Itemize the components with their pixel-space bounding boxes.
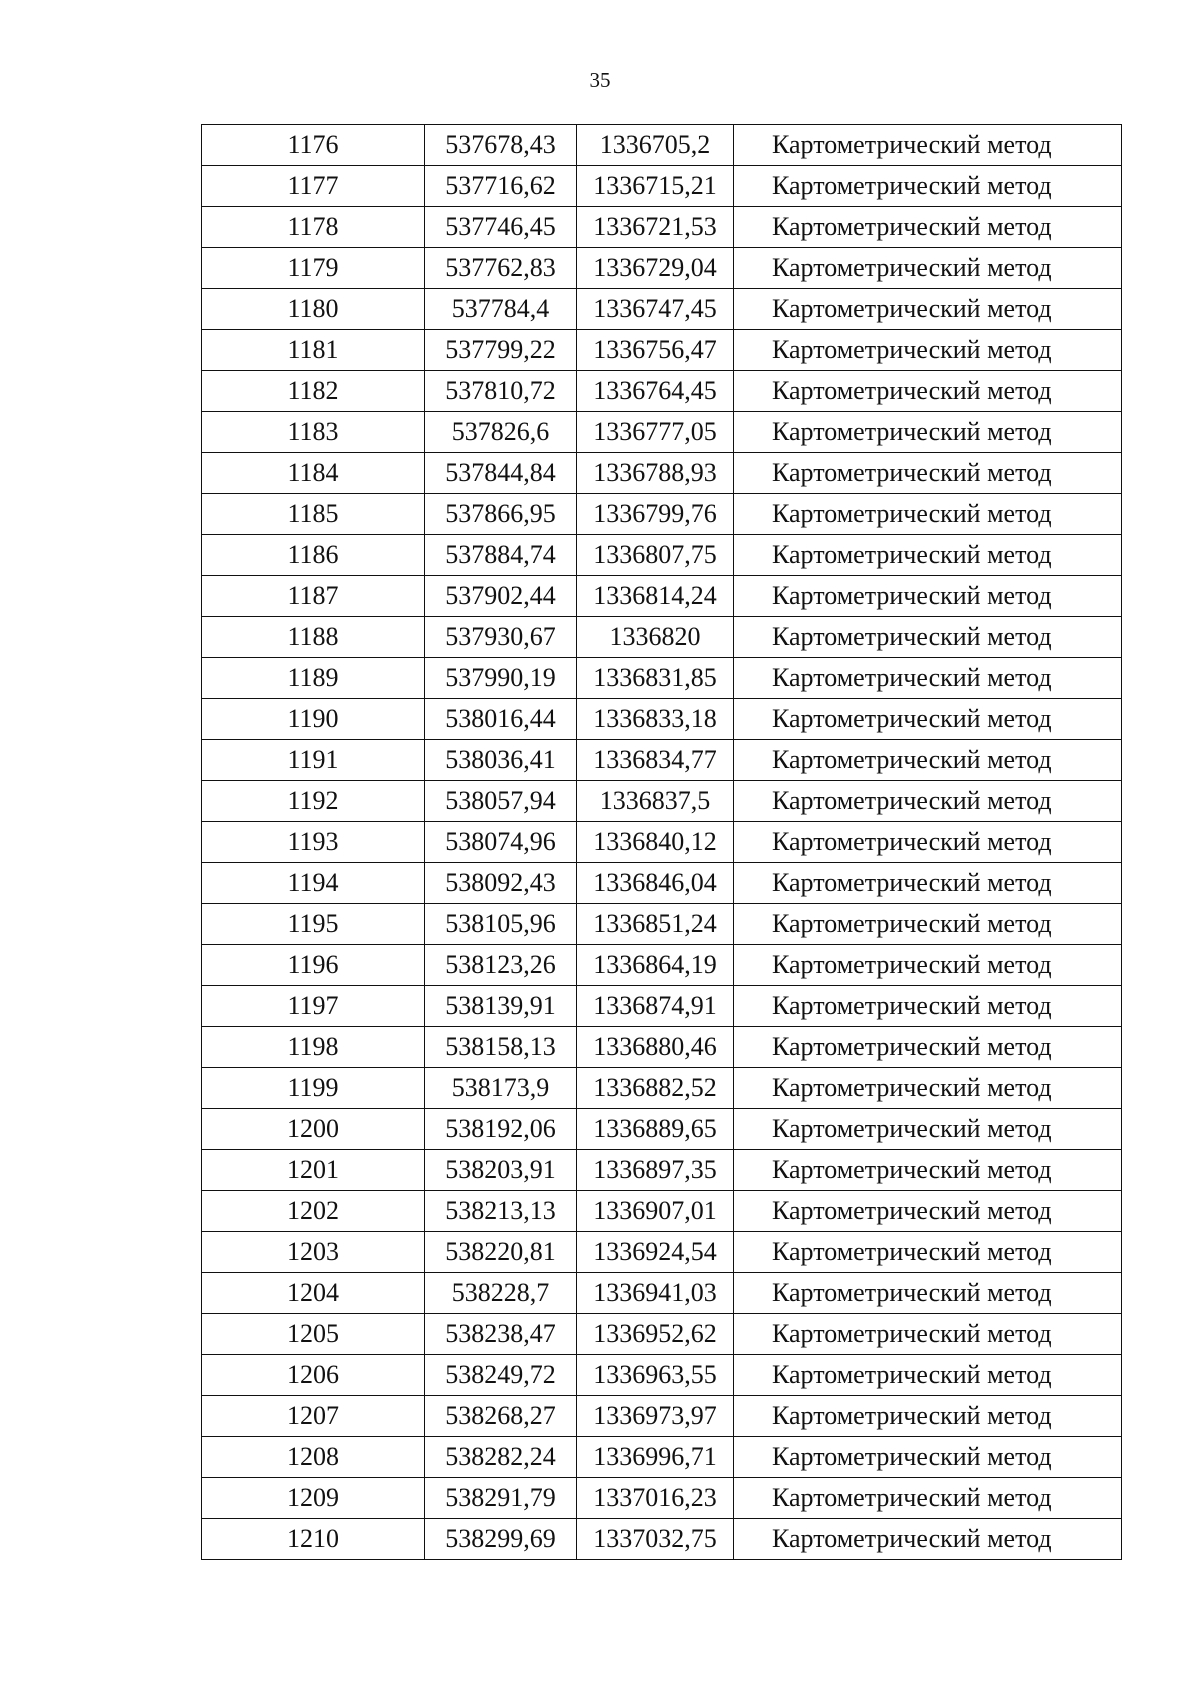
point-number-cell: 1194 bbox=[202, 863, 425, 904]
x-coordinate-cell: 538203,91 bbox=[425, 1150, 577, 1191]
y-coordinate-cell: 1337032,75 bbox=[577, 1519, 734, 1560]
point-number-cell: 1201 bbox=[202, 1150, 425, 1191]
table-row bbox=[202, 1519, 1122, 1560]
point-number-cell: 1176 bbox=[202, 125, 425, 166]
y-coordinate-cell: 1336715,21 bbox=[577, 166, 734, 207]
method-cell: Картометрический метод bbox=[734, 986, 1122, 1027]
table-row bbox=[202, 1150, 1122, 1191]
y-coordinate-cell: 1336882,52 bbox=[577, 1068, 734, 1109]
method-cell: Картометрический метод bbox=[734, 781, 1122, 822]
x-coordinate-cell: 537930,67 bbox=[425, 617, 577, 658]
page-number: 35 bbox=[589, 68, 611, 92]
table-row bbox=[202, 781, 1122, 822]
x-coordinate-cell: 538291,79 bbox=[425, 1478, 577, 1519]
point-number-cell: 1204 bbox=[202, 1273, 425, 1314]
table-row bbox=[202, 1478, 1122, 1519]
method-cell: Картометрический метод bbox=[734, 1355, 1122, 1396]
point-number-cell: 1196 bbox=[202, 945, 425, 986]
method-cell: Картометрический метод bbox=[734, 535, 1122, 576]
point-number-cell: 1192 bbox=[202, 781, 425, 822]
x-coordinate-cell: 537784,4 bbox=[425, 289, 577, 330]
y-coordinate-cell: 1336799,76 bbox=[577, 494, 734, 535]
point-number-cell: 1206 bbox=[202, 1355, 425, 1396]
method-cell: Картометрический метод bbox=[734, 1150, 1122, 1191]
y-coordinate-cell: 1336833,18 bbox=[577, 699, 734, 740]
table-row bbox=[202, 1027, 1122, 1068]
point-number-cell: 1207 bbox=[202, 1396, 425, 1437]
x-coordinate-cell: 537990,19 bbox=[425, 658, 577, 699]
x-coordinate-cell: 538220,81 bbox=[425, 1232, 577, 1273]
method-cell: Картометрический метод bbox=[734, 863, 1122, 904]
method-cell: Картометрический метод bbox=[734, 1273, 1122, 1314]
table-row bbox=[202, 1396, 1122, 1437]
table-row bbox=[202, 1314, 1122, 1355]
table-row bbox=[202, 248, 1122, 289]
table-row bbox=[202, 863, 1122, 904]
table-row bbox=[202, 904, 1122, 945]
method-cell: Картометрический метод bbox=[734, 740, 1122, 781]
y-coordinate-cell: 1336788,93 bbox=[577, 453, 734, 494]
table-row bbox=[202, 986, 1122, 1027]
x-coordinate-cell: 537884,74 bbox=[425, 535, 577, 576]
point-number-cell: 1200 bbox=[202, 1109, 425, 1150]
x-coordinate-cell: 538139,91 bbox=[425, 986, 577, 1027]
method-cell: Картометрический метод bbox=[734, 412, 1122, 453]
table-row bbox=[202, 1437, 1122, 1478]
point-number-cell: 1193 bbox=[202, 822, 425, 863]
method-cell: Картометрический метод bbox=[734, 248, 1122, 289]
point-number-cell: 1208 bbox=[202, 1437, 425, 1478]
point-number-cell: 1178 bbox=[202, 207, 425, 248]
method-cell: Картометрический метод bbox=[734, 330, 1122, 371]
y-coordinate-cell: 1336837,5 bbox=[577, 781, 734, 822]
x-coordinate-cell: 537678,43 bbox=[425, 125, 577, 166]
x-coordinate-cell: 538173,9 bbox=[425, 1068, 577, 1109]
table-row bbox=[202, 740, 1122, 781]
point-number-cell: 1185 bbox=[202, 494, 425, 535]
method-cell: Картометрический метод bbox=[734, 1314, 1122, 1355]
x-coordinate-cell: 538016,44 bbox=[425, 699, 577, 740]
point-number-cell: 1186 bbox=[202, 535, 425, 576]
method-cell: Картометрический метод bbox=[734, 699, 1122, 740]
point-number-cell: 1177 bbox=[202, 166, 425, 207]
x-coordinate-cell: 537866,95 bbox=[425, 494, 577, 535]
y-coordinate-cell: 1336851,24 bbox=[577, 904, 734, 945]
method-cell: Картометрический метод bbox=[734, 1396, 1122, 1437]
point-number-cell: 1181 bbox=[202, 330, 425, 371]
method-cell: Картометрический метод bbox=[734, 945, 1122, 986]
x-coordinate-cell: 538282,24 bbox=[425, 1437, 577, 1478]
method-cell: Картометрический метод bbox=[734, 1478, 1122, 1519]
y-coordinate-cell: 1336963,55 bbox=[577, 1355, 734, 1396]
y-coordinate-cell: 1336814,24 bbox=[577, 576, 734, 617]
table-row bbox=[202, 699, 1122, 740]
method-cell: Картометрический метод bbox=[734, 1191, 1122, 1232]
x-coordinate-cell: 538228,7 bbox=[425, 1273, 577, 1314]
method-cell: Картометрический метод bbox=[734, 1519, 1122, 1560]
table-row bbox=[202, 207, 1122, 248]
table-row bbox=[202, 166, 1122, 207]
method-cell: Картометрический метод bbox=[734, 453, 1122, 494]
x-coordinate-cell: 538074,96 bbox=[425, 822, 577, 863]
point-number-cell: 1209 bbox=[202, 1478, 425, 1519]
point-number-cell: 1184 bbox=[202, 453, 425, 494]
x-coordinate-cell: 537799,22 bbox=[425, 330, 577, 371]
table-row bbox=[202, 576, 1122, 617]
x-coordinate-cell: 537762,83 bbox=[425, 248, 577, 289]
table-row bbox=[202, 289, 1122, 330]
point-number-cell: 1205 bbox=[202, 1314, 425, 1355]
method-cell: Картометрический метод bbox=[734, 617, 1122, 658]
x-coordinate-cell: 537746,45 bbox=[425, 207, 577, 248]
y-coordinate-cell: 1336973,97 bbox=[577, 1396, 734, 1437]
table-row bbox=[202, 1273, 1122, 1314]
x-coordinate-cell: 537716,62 bbox=[425, 166, 577, 207]
x-coordinate-cell: 538299,69 bbox=[425, 1519, 577, 1560]
point-number-cell: 1190 bbox=[202, 699, 425, 740]
method-cell: Картометрический метод bbox=[734, 1068, 1122, 1109]
y-coordinate-cell: 1336874,91 bbox=[577, 986, 734, 1027]
table-row bbox=[202, 535, 1122, 576]
method-cell: Картометрический метод bbox=[734, 1109, 1122, 1150]
method-cell: Картометрический метод bbox=[734, 822, 1122, 863]
table-row bbox=[202, 1068, 1122, 1109]
y-coordinate-cell: 1336996,71 bbox=[577, 1437, 734, 1478]
y-coordinate-cell: 1336705,2 bbox=[577, 125, 734, 166]
y-coordinate-cell: 1336764,45 bbox=[577, 371, 734, 412]
point-number-cell: 1188 bbox=[202, 617, 425, 658]
y-coordinate-cell: 1336924,54 bbox=[577, 1232, 734, 1273]
table-row bbox=[202, 617, 1122, 658]
x-coordinate-cell: 537826,6 bbox=[425, 412, 577, 453]
x-coordinate-cell: 537902,44 bbox=[425, 576, 577, 617]
table-row bbox=[202, 494, 1122, 535]
y-coordinate-cell: 1336864,19 bbox=[577, 945, 734, 986]
point-number-cell: 1187 bbox=[202, 576, 425, 617]
method-cell: Картометрический метод bbox=[734, 1437, 1122, 1478]
table-row bbox=[202, 1355, 1122, 1396]
point-number-cell: 1199 bbox=[202, 1068, 425, 1109]
table-row bbox=[202, 1232, 1122, 1273]
coordinates-table bbox=[201, 124, 1122, 1560]
y-coordinate-cell: 1336897,35 bbox=[577, 1150, 734, 1191]
y-coordinate-cell: 1336756,47 bbox=[577, 330, 734, 371]
table-row bbox=[202, 371, 1122, 412]
table-row bbox=[202, 412, 1122, 453]
point-number-cell: 1210 bbox=[202, 1519, 425, 1560]
x-coordinate-cell: 537844,84 bbox=[425, 453, 577, 494]
point-number-cell: 1195 bbox=[202, 904, 425, 945]
y-coordinate-cell: 1336889,65 bbox=[577, 1109, 734, 1150]
table-row bbox=[202, 822, 1122, 863]
y-coordinate-cell: 1336880,46 bbox=[577, 1027, 734, 1068]
method-cell: Картометрический метод bbox=[734, 1232, 1122, 1273]
point-number-cell: 1203 bbox=[202, 1232, 425, 1273]
y-coordinate-cell: 1336831,85 bbox=[577, 658, 734, 699]
x-coordinate-cell: 538158,13 bbox=[425, 1027, 577, 1068]
x-coordinate-cell: 538238,47 bbox=[425, 1314, 577, 1355]
y-coordinate-cell: 1336747,45 bbox=[577, 289, 734, 330]
point-number-cell: 1182 bbox=[202, 371, 425, 412]
coordinates-table-body bbox=[202, 125, 1122, 1560]
method-cell: Картометрический метод bbox=[734, 904, 1122, 945]
point-number-cell: 1197 bbox=[202, 986, 425, 1027]
x-coordinate-cell: 538105,96 bbox=[425, 904, 577, 945]
y-coordinate-cell: 1336721,53 bbox=[577, 207, 734, 248]
method-cell: Картометрический метод bbox=[734, 658, 1122, 699]
y-coordinate-cell: 1337016,23 bbox=[577, 1478, 734, 1519]
table-row bbox=[202, 125, 1122, 166]
method-cell: Картометрический метод bbox=[734, 166, 1122, 207]
point-number-cell: 1180 bbox=[202, 289, 425, 330]
point-number-cell: 1189 bbox=[202, 658, 425, 699]
y-coordinate-cell: 1336952,62 bbox=[577, 1314, 734, 1355]
x-coordinate-cell: 538092,43 bbox=[425, 863, 577, 904]
table-row bbox=[202, 1191, 1122, 1232]
method-cell: Картометрический метод bbox=[734, 494, 1122, 535]
method-cell: Картометрический метод bbox=[734, 125, 1122, 166]
x-coordinate-cell: 538192,06 bbox=[425, 1109, 577, 1150]
method-cell: Картометрический метод bbox=[734, 576, 1122, 617]
x-coordinate-cell: 538268,27 bbox=[425, 1396, 577, 1437]
point-number-cell: 1183 bbox=[202, 412, 425, 453]
point-number-cell: 1179 bbox=[202, 248, 425, 289]
method-cell: Картометрический метод bbox=[734, 1027, 1122, 1068]
y-coordinate-cell: 1336729,04 bbox=[577, 248, 734, 289]
method-cell: Картометрический метод bbox=[734, 371, 1122, 412]
x-coordinate-cell: 538249,72 bbox=[425, 1355, 577, 1396]
y-coordinate-cell: 1336807,75 bbox=[577, 535, 734, 576]
table-row bbox=[202, 453, 1122, 494]
y-coordinate-cell: 1336846,04 bbox=[577, 863, 734, 904]
table-row bbox=[202, 658, 1122, 699]
point-number-cell: 1198 bbox=[202, 1027, 425, 1068]
x-coordinate-cell: 538057,94 bbox=[425, 781, 577, 822]
x-coordinate-cell: 538213,13 bbox=[425, 1191, 577, 1232]
x-coordinate-cell: 538123,26 bbox=[425, 945, 577, 986]
y-coordinate-cell: 1336820 bbox=[577, 617, 734, 658]
y-coordinate-cell: 1336834,77 bbox=[577, 740, 734, 781]
table-row bbox=[202, 330, 1122, 371]
table-row bbox=[202, 945, 1122, 986]
method-cell: Картометрический метод bbox=[734, 207, 1122, 248]
y-coordinate-cell: 1336907,01 bbox=[577, 1191, 734, 1232]
table-row bbox=[202, 1109, 1122, 1150]
point-number-cell: 1191 bbox=[202, 740, 425, 781]
y-coordinate-cell: 1336777,05 bbox=[577, 412, 734, 453]
point-number-cell: 1202 bbox=[202, 1191, 425, 1232]
y-coordinate-cell: 1336941,03 bbox=[577, 1273, 734, 1314]
y-coordinate-cell: 1336840,12 bbox=[577, 822, 734, 863]
x-coordinate-cell: 537810,72 bbox=[425, 371, 577, 412]
x-coordinate-cell: 538036,41 bbox=[425, 740, 577, 781]
method-cell: Картометрический метод bbox=[734, 289, 1122, 330]
